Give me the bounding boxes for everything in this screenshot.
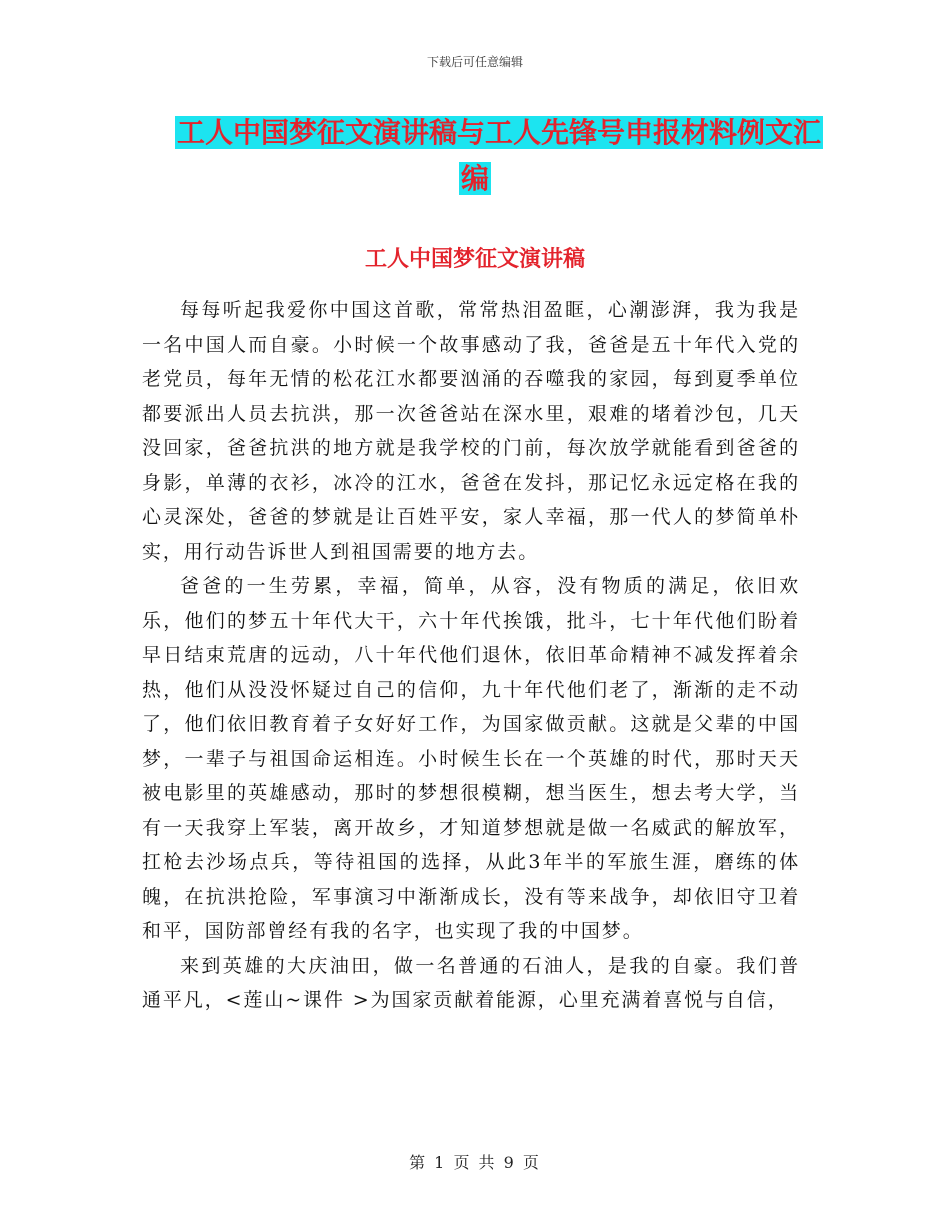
document-title-line-1: 工人中国梦征文演讲稿与工人先锋号申报材料例文汇	[176, 116, 821, 149]
document-title-line-2: 编	[460, 162, 489, 195]
document-title	[0, 110, 950, 202]
page-number-footer: 第 1 页 共 9 页	[409, 1153, 541, 1172]
paragraph-1: 每每听起我爱你中国这首歌，常常热泪盈眶，心潮澎湃，我为我是一名中国人而自豪。小时候一个故事感动了我，爸爸是五十年代入党的老党员，每年无情的松花江水都要汹涌的吞噬我的家园，每到夏季单位都要派出人员去抗洪，那一次爸爸站在深水里，艰难的堵着沙包，几天没回家，爸爸抗洪的地方就是我学校的门前，每次放学就能看到爸爸的身影，单薄的衣衫，冰冷的江水，爸爸在发抖，那记忆永远定格在我的心灵深处，爸爸的梦就是让百姓平安，家人幸福，那一代人的梦简单朴实，用行动告诉世人到祖国需要的地方去。	[142, 299, 800, 563]
header-note: 下载后可任意编辑	[426, 55, 523, 69]
section-title: 工人中国梦征文演讲稿	[364, 247, 585, 272]
body-text	[142, 293, 800, 1018]
paragraph-3: 来到英雄的大庆油田，做一名普通的石油人，是我的自豪。我们普通平凡，<莲山~课件 >为国家贡献着能源，心里充满着喜悦与自信，	[142, 954, 800, 1011]
paragraph-2: 爸爸的一生劳累，幸福，简单，从容，没有物质的满足，依旧欢乐，他们的梦五十年代大干，六十年代挨饿，批斗，七十年代他们盼着早日结束荒唐的远动，八十年代他们退休，依旧革命精神不减发挥着余热，他们从没没怀疑过自己的信仰，九十年代他们老了，渐渐的走不动了，他们依旧教育着子女好好工作，为国家做贡献。这就是父辈的中国梦，一辈子与祖国命运相连。小时候生长在一个英雄的时代，那时天天被电影里的英雄感动，那时的梦想很模糊，想当医生，想去考大学，当有一天我穿上军装，离开故乡，才知道梦想就是做一名威武的解放军，扛枪去沙场点兵，等待祖国的选择，从此3年半的军旅生涯，磨练的体魄，在抗洪抢险，军事演习中渐渐成长，没有等来战争，却依旧守卫着和平，国防部曾经有我的名字，也实现了我的中国梦。	[142, 575, 800, 942]
